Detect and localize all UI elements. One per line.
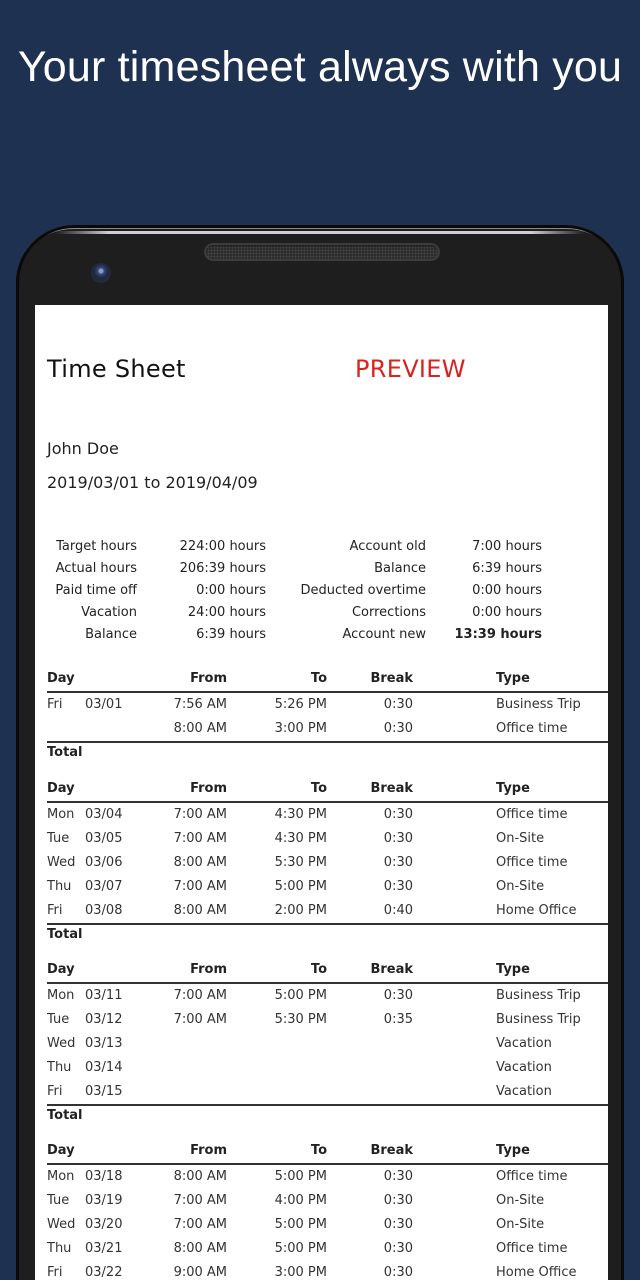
table-row [47,984,608,1008]
cell-type: Business Trip [496,988,581,1003]
cell-type: Vacation [496,1036,552,1051]
summary-label: Account old [349,539,426,554]
summary-value: 6:39 hours [196,627,266,642]
summary-hours-left [45,538,266,648]
cell-day: Tue [47,1012,70,1027]
table-row [47,1165,608,1189]
col-day: Day [47,671,75,686]
cell-day: Mon [47,807,75,822]
cell-date: 03/01 [85,697,123,712]
preview-watermark: PREVIEW [355,355,466,383]
table-row [47,875,608,899]
summary-label: Balance [85,627,137,642]
col-day: Day [47,781,75,796]
col-to: To [310,1143,327,1158]
col-to: To [310,781,327,796]
cell-date: 03/13 [85,1036,123,1051]
table-header [47,667,608,693]
cell-to: 5:00 PM [274,879,327,894]
summary-value: 24:00 hours [187,605,266,620]
phone-edge-highlight [56,231,584,234]
table-header [47,1139,608,1165]
cell-from: 7:00 AM [173,879,227,894]
cell-date: 03/06 [85,855,123,870]
table-row [47,1261,608,1280]
cell-break: 0:30 [383,697,413,712]
summary-label: Corrections [351,605,426,620]
cell-day: Mon [47,1169,75,1184]
cell-to: 5:00 PM [274,988,327,1003]
cell-to: 5:00 PM [274,1169,327,1184]
employee-name: John Doe [47,439,119,458]
summary-value: 7:00 hours [472,539,542,554]
week-table-4 [47,1139,608,1280]
col-from: From [190,781,227,796]
cell-date: 03/20 [85,1217,123,1232]
cell-to: 3:00 PM [274,1265,327,1280]
summary-value: 6:39 hours [472,561,542,576]
cell-type: Office time [496,855,568,870]
cell-day: Mon [47,988,75,1003]
summary-row-paid-time-off [45,582,266,604]
table-row [47,717,608,741]
total-row [47,1104,608,1126]
table-header [47,777,608,803]
week-table-1 [47,667,608,763]
cell-break [327,1056,413,1080]
speaker-grille-icon [204,243,440,261]
col-type: Type [496,781,530,796]
cell-to: 5:30 PM [274,855,327,870]
summary-value: 0:00 hours [472,605,542,620]
cell-to: 4:30 PM [274,831,327,846]
table-row [47,899,608,923]
cell-to [227,1080,327,1104]
table-row [47,693,608,717]
summary-label: Balance [374,561,426,576]
summary-value: 0:00 hours [472,583,542,598]
summary-account-right [285,538,542,648]
cell-date: 03/07 [85,879,123,894]
table-row [47,827,608,851]
cell-break: 0:35 [383,1012,413,1027]
cell-to: 4:30 PM [274,807,327,822]
cell-date: 03/15 [85,1084,123,1099]
col-day: Day [47,962,75,977]
cell-break: 0:30 [383,855,413,870]
cell-day: Thu [47,1060,72,1075]
cell-to: 5:26 PM [274,697,327,712]
summary-label: Target hours [56,539,137,554]
table-header [47,958,608,984]
col-break: Break [370,1143,413,1158]
cell-day: Fri [47,1084,63,1099]
summary-row-deducted-overtime [285,582,542,604]
cell-break [327,1080,413,1104]
cell-from: 8:00 AM [173,903,227,918]
table-row [47,1080,608,1104]
cell-type: Business Trip [496,697,581,712]
col-from: From [190,1143,227,1158]
cell-to: 3:00 PM [274,721,327,736]
cell-day: Fri [47,697,63,712]
cell-break: 0:40 [383,903,413,918]
cell-from [145,1056,227,1080]
cell-day: Wed [47,1036,76,1051]
table-row [47,1237,608,1261]
cell-date: 03/12 [85,1012,123,1027]
cell-to: 5:00 PM [274,1217,327,1232]
cell-type: Office time [496,807,568,822]
cell-date: 03/08 [85,903,123,918]
cell-break: 0:30 [383,1241,413,1256]
cell-day: Wed [47,855,76,870]
promo-headline: Your timesheet always with you [17,43,623,91]
summary-row-actual-hours [45,560,266,582]
cell-type: On-Site [496,831,545,846]
cell-break: 0:30 [383,1193,413,1208]
cell-day: Tue [47,1193,70,1208]
summary-row-account-new [285,626,542,648]
cell-type: On-Site [496,879,545,894]
cell-from: 7:00 AM [173,831,227,846]
cell-type: Vacation [496,1060,552,1075]
cell-from: 7:00 AM [173,1012,227,1027]
summary-label: Deducted overtime [300,583,426,598]
cell-to: 4:00 PM [274,1193,327,1208]
summary-value: 13:39 hours [454,627,542,642]
summary-row-balance [285,560,542,582]
cell-from [145,1032,227,1056]
cell-type: Home Office [496,1265,577,1280]
total-row [47,923,608,945]
summary-value: 224:00 hours [179,539,266,554]
cell-day: Thu [47,1241,72,1256]
cell-break: 0:30 [383,721,413,736]
col-from: From [190,962,227,977]
cell-day [47,717,85,741]
cell-from: 8:00 AM [173,1241,227,1256]
table-row [47,1189,608,1213]
cell-date: 03/11 [85,988,123,1003]
cell-date: 03/14 [85,1060,123,1075]
total-label: Total [47,745,83,760]
cell-to: 5:30 PM [274,1012,327,1027]
cell-date: 03/04 [85,807,123,822]
cell-to: 5:00 PM [274,1241,327,1256]
col-type: Type [496,1143,530,1158]
date-range: 2019/03/01 to 2019/04/09 [47,473,258,492]
table-row [47,851,608,875]
col-break: Break [370,671,413,686]
summary-row-account-old [285,538,542,560]
cell-to [227,1056,327,1080]
summary-row-balance [45,626,266,648]
summary-value: 206:39 hours [179,561,266,576]
cell-break: 0:30 [383,988,413,1003]
col-type: Type [496,671,530,686]
cell-from: 8:00 AM [173,1169,227,1184]
cell-type: Office time [496,1169,568,1184]
summary-label: Account new [342,627,426,642]
total-label: Total [47,1108,83,1123]
cell-from: 7:00 AM [173,1217,227,1232]
cell-to [227,1032,327,1056]
cell-date: 03/05 [85,831,123,846]
summary-row-corrections [285,604,542,626]
cell-day: Fri [47,1265,63,1280]
front-camera-icon [91,263,111,283]
table-row [47,1213,608,1237]
cell-type: On-Site [496,1217,545,1232]
col-break: Break [370,962,413,977]
summary-label: Actual hours [55,561,137,576]
cell-from: 7:00 AM [173,807,227,822]
cell-type: Business Trip [496,1012,581,1027]
week-table-2 [47,777,608,945]
cell-from: 8:00 AM [173,721,227,736]
table-row [47,1008,608,1032]
total-row [47,741,608,763]
table-row [47,1032,608,1056]
cell-break: 0:30 [383,1217,413,1232]
week-table-3 [47,958,608,1126]
cell-date: 03/22 [85,1265,123,1280]
cell-from: 7:00 AM [173,988,227,1003]
cell-from: 7:56 AM [173,697,227,712]
timesheet-preview-screen[interactable] [35,305,608,1280]
cell-day: Wed [47,1217,76,1232]
col-day: Day [47,1143,75,1158]
summary-row-vacation [45,604,266,626]
col-type: Type [496,962,530,977]
cell-type: Office time [496,721,568,736]
cell-break: 0:30 [383,831,413,846]
table-row [47,803,608,827]
col-to: To [310,962,327,977]
cell-type: Vacation [496,1084,552,1099]
col-break: Break [370,781,413,796]
summary-row-target-hours [45,538,266,560]
cell-to: 2:00 PM [274,903,327,918]
col-from: From [190,671,227,686]
cell-date [85,717,145,741]
summary-value: 0:00 hours [196,583,266,598]
cell-from: 9:00 AM [173,1265,227,1280]
table-row [47,1056,608,1080]
total-label: Total [47,927,83,942]
cell-type: Office time [496,1241,568,1256]
cell-break: 0:30 [383,807,413,822]
cell-day: Thu [47,879,72,894]
cell-from: 8:00 AM [173,855,227,870]
col-to: To [310,671,327,686]
document-title: Time Sheet [47,355,186,383]
cell-break [327,1032,413,1056]
cell-date: 03/19 [85,1193,123,1208]
cell-break: 0:30 [383,1169,413,1184]
cell-day: Fri [47,903,63,918]
cell-break: 0:30 [383,1265,413,1280]
cell-date: 03/21 [85,1241,123,1256]
cell-type: Home Office [496,903,577,918]
summary-label: Vacation [81,605,137,620]
cell-type: On-Site [496,1193,545,1208]
cell-date: 03/18 [85,1169,123,1184]
cell-from [145,1080,227,1104]
summary-label: Paid time off [55,583,137,598]
cell-from: 7:00 AM [173,1193,227,1208]
cell-day: Tue [47,831,70,846]
cell-break: 0:30 [383,879,413,894]
